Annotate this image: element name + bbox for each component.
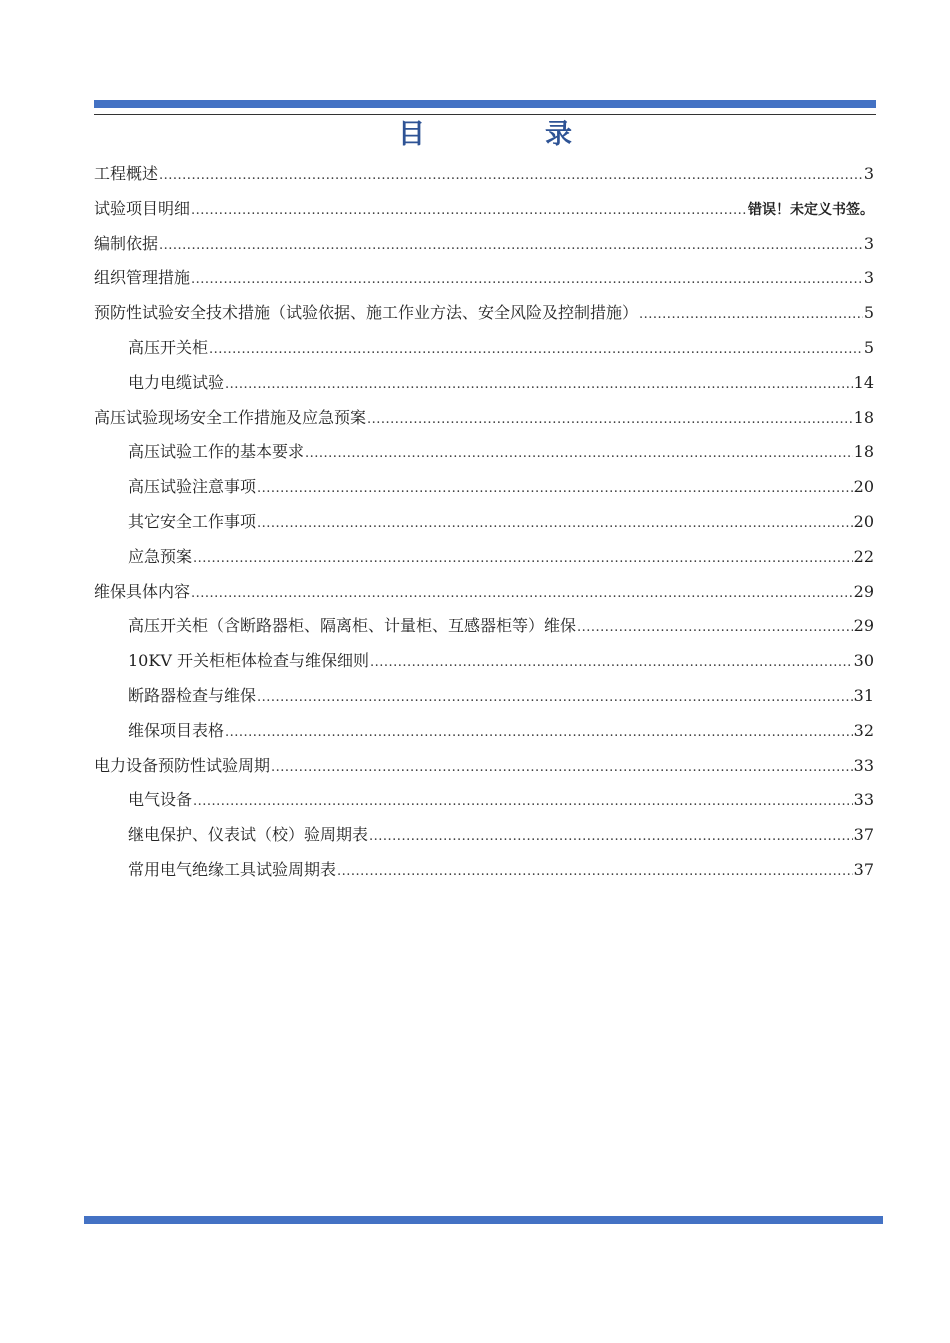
toc-subentry[interactable]: [94, 679, 874, 714]
toc-entry-page: 3: [863, 164, 874, 183]
toc-leader-dots: [225, 716, 853, 751]
toc-entry-page: 37: [853, 825, 874, 845]
header-rule-thick: [94, 100, 876, 108]
toc-subentry[interactable]: [94, 505, 874, 540]
toc-leader-dots: [225, 368, 853, 403]
toc-subentry[interactable]: [94, 435, 874, 470]
toc-entry-label: 高压开关柜: [128, 337, 209, 357]
toc-leader-dots: [577, 611, 853, 646]
toc-entry-label: 常用电气绝缘工具试验周期表: [128, 859, 337, 879]
footer-rule: [84, 1216, 883, 1224]
toc-entry-label: 编制依据: [94, 233, 159, 253]
page-title-part2: 录: [545, 119, 572, 150]
toc-entry-page: 20: [853, 477, 874, 497]
toc-entry-label: 高压试验注意事项: [128, 477, 257, 497]
toc-entry-page: 5: [863, 303, 874, 323]
toc-entry-label: 其它安全工作事项: [128, 511, 257, 531]
toc-leader-dots: [159, 159, 863, 194]
toc-entry[interactable]: [94, 401, 874, 436]
toc-subentry[interactable]: [94, 644, 874, 679]
toc-entry-label: 预防性试验安全技术措施（试验依据、施工作业方法、安全风险及控制措施）: [94, 303, 639, 323]
toc-entry-page: 22: [853, 546, 874, 566]
toc-entry-page: 3: [863, 268, 874, 288]
page-title-part1: 目: [398, 119, 425, 150]
toc-entry-page: 18: [853, 407, 874, 427]
toc-subentry[interactable]: [94, 783, 874, 818]
toc-entry-page: 30: [853, 651, 874, 671]
toc-entry-label: 高压试验现场安全工作措施及应急预案: [94, 407, 367, 427]
toc-entry-label: 电力电缆试验: [128, 372, 225, 392]
toc-leader-dots: [337, 855, 853, 890]
toc-subentry[interactable]: [94, 609, 874, 644]
toc-leader-dots: [639, 298, 863, 333]
toc-entry-page: 32: [853, 720, 874, 740]
toc-leader-dots: [193, 785, 853, 820]
toc-entry-label: 10KV 开关柜柜体检查与维保细则: [128, 651, 369, 671]
toc-leader-dots: [191, 263, 863, 298]
toc-leader-dots: [257, 507, 853, 542]
toc-entry-label: 试验项目明细: [94, 198, 191, 218]
toc-subentry[interactable]: [94, 470, 874, 505]
toc-subentry[interactable]: [94, 853, 874, 888]
toc-entry-page: 29: [853, 616, 874, 636]
toc-entry-label: 维保具体内容: [94, 581, 191, 601]
toc-entry-page: 18: [853, 442, 874, 462]
toc-leader-dots: [193, 542, 853, 577]
toc-entry[interactable]: [94, 261, 874, 296]
toc-entry-label: 断路器检查与维保: [128, 685, 257, 705]
toc-leader-dots: [271, 751, 853, 786]
toc-entry-page: 5: [863, 337, 874, 357]
toc-entry-label: 继电保护、仪表试（校）验周期表: [128, 825, 369, 845]
toc-entry[interactable]: [94, 157, 874, 192]
toc-subentry[interactable]: [94, 714, 874, 749]
toc-entry-label: 应急预案: [128, 546, 193, 566]
toc-leader-dots: [257, 681, 853, 716]
toc-subentry[interactable]: [94, 818, 874, 853]
toc-leader-dots: [369, 820, 853, 855]
toc-entry-label: 工程概述: [94, 164, 159, 183]
toc-entry[interactable]: [94, 227, 874, 262]
toc-entry-page: 31: [853, 685, 874, 705]
toc-subentry[interactable]: [94, 540, 874, 575]
toc-leader-dots: [257, 472, 853, 507]
toc-entry[interactable]: [94, 192, 874, 227]
toc-leader-dots: [305, 437, 853, 472]
toc-leader-dots: [367, 403, 853, 438]
toc-entry-page: 29: [853, 581, 874, 601]
toc-leader-dots: [159, 229, 863, 264]
toc-entry-label: 高压试验工作的基本要求: [128, 442, 305, 462]
toc-entry-page: 3: [863, 233, 874, 253]
toc-subentry[interactable]: [94, 366, 874, 401]
toc-entry[interactable]: [94, 749, 874, 784]
toc-leader-dots: [370, 646, 853, 681]
toc-entry-label: 高压开关柜（含断路器柜、隔离柜、计量柜、互感器柜等）维保: [128, 616, 577, 636]
toc-entry-label: 电力设备预防性试验周期: [94, 755, 271, 775]
toc-entry-page: 14: [853, 372, 874, 392]
toc-leader-dots: [191, 577, 853, 612]
toc-leader-dots: [191, 194, 747, 229]
toc-entry-page: 33: [853, 790, 874, 810]
toc-entry-page: 33: [853, 755, 874, 775]
table-of-contents: [94, 157, 874, 888]
toc-entry-label: 维保项目表格: [128, 720, 225, 740]
toc-leader-dots: [209, 333, 863, 368]
toc-entry-page: 37: [853, 859, 874, 879]
toc-entry-page: 20: [853, 511, 874, 531]
toc-subentry[interactable]: [94, 331, 874, 366]
toc-entry-page-error: 错误！未定义书签。: [748, 201, 874, 218]
toc-entry[interactable]: [94, 575, 874, 610]
toc-entry-label: 电气设备: [128, 790, 193, 810]
page-title: [94, 112, 876, 151]
toc-entry-label: 组织管理措施: [94, 268, 191, 288]
toc-entry[interactable]: [94, 296, 874, 331]
